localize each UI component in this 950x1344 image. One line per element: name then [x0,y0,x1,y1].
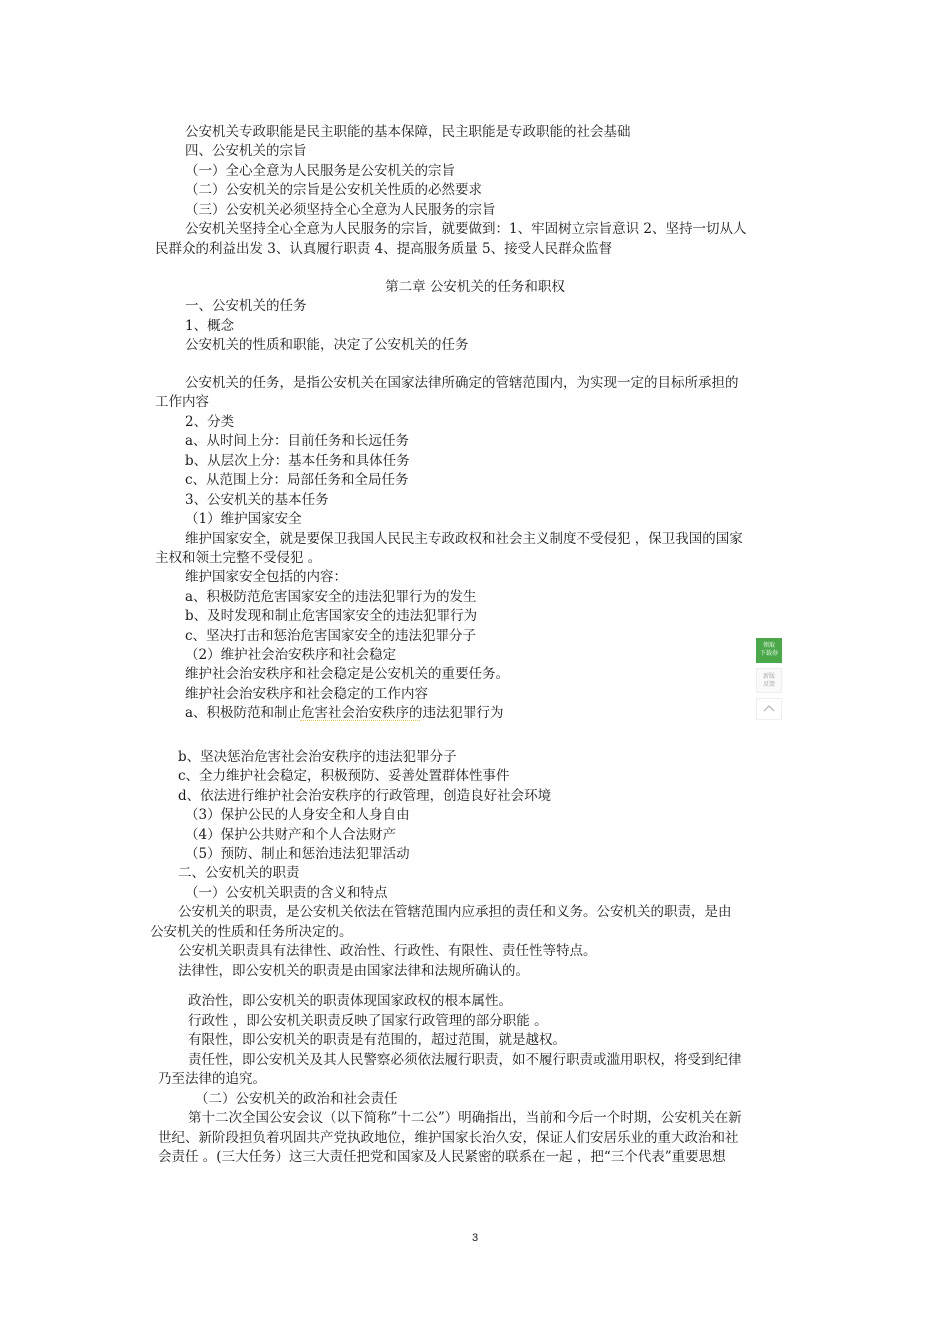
section-heading: 四、公安机关的宗旨 [185,143,307,159]
text-line: 民群众的利益出发 3、认真履行职责 4、提高服务质量 5、接受人民群众监督 [155,241,613,257]
text-line: （二）公安机关的宗旨是公安机关性质的必然要求 [185,182,482,198]
text-line: 法律性，即公安机关的职责是由国家法律和法规所确认的。 [178,963,529,979]
text-line: （5）预防、制止和惩治违法犯罪活动 [185,846,410,862]
text-line: 会责任 。(三大任务）这三大责任把党和国家及人民紧密的联系在一起 ，把“三个代表”重要思想 [158,1149,726,1165]
text-line: 政治性，即公安机关的职责体现国家政权的根本属性。 [188,993,512,1009]
text-line: （1）维护国家安全 [185,511,302,527]
side-toolbar [756,638,782,720]
text-line: 公安机关的职责，是公安机关依法在管辖范围内应承担的责任和义务。公安机关的职责，是由 [178,904,732,920]
text-line: （一）全心全意为人民服务是公安机关的宗旨 [185,163,455,179]
text-line: （二）公安机关的政治和社会责任 [195,1091,398,1107]
text-line: a、积极防范和制止危害社会治安秩序的违法犯罪行为 [185,705,504,721]
feedback-label-1: 新版 [762,674,775,680]
feedback-button[interactable] [756,668,782,693]
text-line: 维护社会治安秩序和社会稳定的工作内容 [185,686,428,702]
text-line: c、全力维护社会稳定，积极预防、妥善处置群体性事件 [178,768,510,784]
text-line: 维护国家安全包括的内容： [185,569,347,585]
text-line: 有限性，即公安机关的职责是有范围的，超过范围，就是越权。 [188,1032,566,1048]
text-line: c、从范围上分：局部任务和全局任务 [185,472,409,488]
text-line: 第十二次全国公安会议（以下简称”十二公”）明确指出，当前和今后一个时期，公安机关在新 [188,1110,742,1126]
text-line: 维护社会治安秩序和社会稳定是公安机关的重要任务。 [185,666,509,682]
text-line: b、及时发现和制止危害国家安全的违法犯罪行为 [185,608,478,624]
text-line: 公安机关坚持全心全意为人民服务的宗旨，就要做到：1、牢固树立宗旨意识 2、坚持一切从人 [185,221,747,237]
text-line: 2、分类 [185,414,235,430]
text-line: （一）公安机关职责的含义和特点 [185,885,388,901]
text-line: 乃至法律的追究。 [158,1071,266,1087]
download-label-2: 下载券 [759,651,778,657]
text-line: a、从时间上分：目前任务和长远任务 [185,433,410,449]
text-line: b、坚决惩治危害社会治安秩序的违法犯罪分子 [178,749,457,765]
text-line: 公安机关的任务，是指公安机关在国家法律所确定的管辖范围内，为实现一定的目标所承担的 [185,375,739,391]
text-line: 工作内容 [155,394,209,410]
text-line: （4）保护公共财产和个人合法财产 [185,827,397,843]
text-line: 维护国家安全，就是要保卫我国人民民主专政政权和社会主义制度不受侵犯 ，保卫我国的国家 [185,531,743,547]
text-line: c、坚决打击和惩治危害国家安全的违法犯罪分子 [185,628,477,644]
text-line: （3）保护公民的人身安全和人身自由 [185,807,410,823]
text-line: （2）维护社会治安秩序和社会稳定 [185,647,397,663]
text-line: a、积极防范危害国家安全的违法犯罪行为的发生 [185,589,477,605]
text-line: 世纪、新阶段担负着巩固共产党执政地位，维护国家长治久安，保证人们安居乐业的重大政治和社 [158,1130,739,1146]
text-line: 公安机关专政职能是民主职能的基本保障，民主职能是专政职能的社会基础 [185,124,631,140]
text-line: 3、公安机关的基本任务 [185,492,329,508]
chapter-title: 第二章 公安机关的任务和职权 [385,279,565,295]
section-heading: 一、公安机关的任务 [185,298,307,314]
text-line: 公安机关的性质和职能，决定了公安机关的任务 [185,337,469,353]
underline-mark [300,720,420,721]
text-line: 公安机关职责具有法律性、政治性、行政性、有限性、责任性等特点。 [178,943,597,959]
feedback-label-2: 反馈 [762,682,775,688]
text-line: 公安机关的性质和任务所决定的。 [150,924,353,940]
text-line: b、从层次上分：基本任务和具体任务 [185,453,410,469]
back-to-top-button[interactable] [756,698,782,720]
text-line: 责任性，即公安机关及其人民警察必须依法履行职责，如不履行职责或滥用职权，将受到纪律 [188,1052,742,1068]
download-coupon-button[interactable] [756,638,782,663]
download-label-1: 领取 [762,643,775,649]
chevron-up-icon [762,703,776,713]
section-heading: 二、公安机关的职责 [178,865,300,881]
page-number: 3 [471,1232,479,1244]
text-line: 1、概念 [185,318,235,334]
text-line: d、依法进行维护社会治安秩序的行政管理，创造良好社会环境 [178,788,552,804]
text-line: 行政性 ，即公安机关职责反映了国家行政管理的部分职能 。 [188,1013,548,1029]
text-line: 主权和领土完整不受侵犯 。 [155,550,322,566]
text-line: （三）公安机关必须坚持全心全意为人民服务的宗旨 [185,202,496,218]
